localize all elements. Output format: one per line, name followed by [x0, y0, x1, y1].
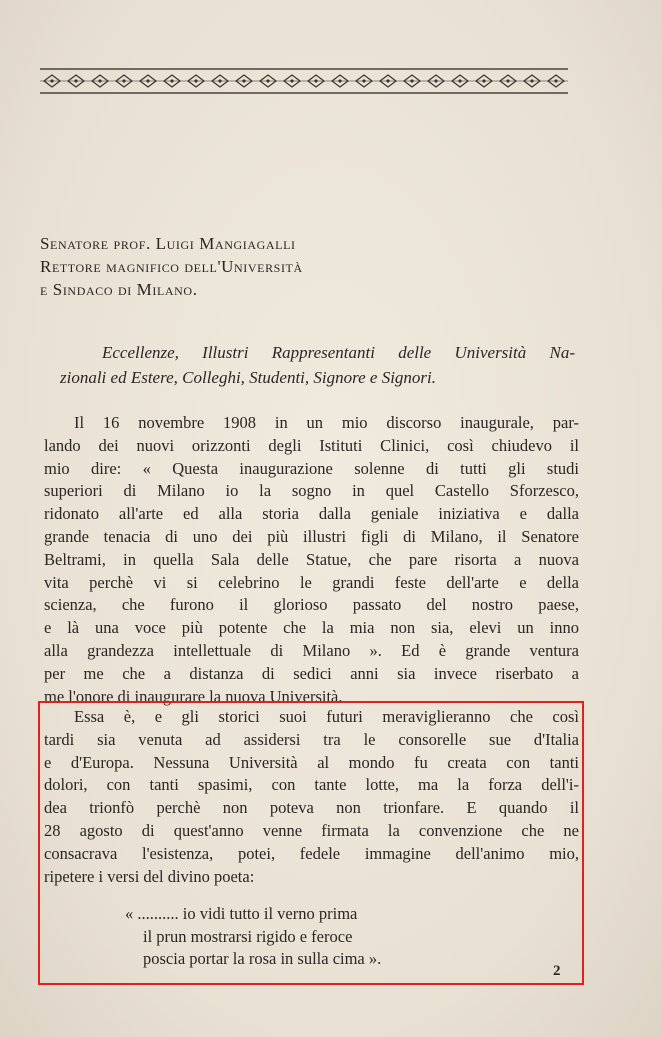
page-number: 2	[553, 963, 561, 979]
paragraph-line: scienza, che furono il glorioso passato del nostro paese,	[44, 595, 579, 615]
paragraph-line: tardi sia venuta ad assidersi tra le consorelle sue d'Italia	[44, 729, 579, 749]
ornament-dot	[314, 79, 317, 82]
ornament-dot	[146, 79, 149, 82]
heading-line: Rettore magnifico dell'Università	[40, 257, 303, 276]
salutation-line: zionali ed Estere, Colleghi, Studenti, Signore e Signori.	[60, 368, 437, 387]
ornament-dot	[458, 79, 461, 82]
paragraph-line: dea trionfò perchè non poteva non trionfare. E quando il	[44, 798, 579, 818]
verse-line: il prun mostrarsi rigido e feroce	[143, 926, 353, 946]
ornament-dot	[194, 79, 197, 82]
ornament-dot	[554, 79, 557, 82]
ornament-dot	[74, 79, 77, 82]
ornament-dot	[266, 79, 269, 82]
ornament-dot	[50, 79, 53, 82]
paragraph-line: mio dire: « Questa inaugurazione solenne di tutti gli studi	[44, 458, 579, 478]
ornament-dot	[170, 79, 173, 82]
paragraph-line: e là una voce più potente che la mia non sia, elevi un inno	[44, 618, 579, 638]
verse-quote	[125, 903, 381, 971]
ornament-dot	[386, 79, 389, 82]
heading-line: Senatore prof. Luigi Mangiagalli	[40, 234, 296, 253]
ornament-dot	[338, 79, 341, 82]
ornament-dot	[218, 79, 221, 82]
paragraph-2	[44, 706, 579, 888]
paragraph-line: e d'Europa. Nessuna Università al mondo fu creata con tanti	[44, 752, 579, 772]
paragraph-line: Il 16 novembre 1908 in un mio discorso inaugurale, par-	[74, 413, 579, 432]
verse-line: poscia portar la rosa in sulla cima ».	[143, 949, 382, 968]
verse-line: « .......... io vidi tutto il verno prima	[125, 904, 358, 923]
paragraph-line: Beltrami, in quella Sala delle Statue, che pare risorta a nuova	[44, 549, 579, 569]
paragraph-line: vita perchè vi si celebrino le grandi feste dell'arte e della	[44, 572, 579, 592]
ornament-dot	[242, 79, 245, 82]
ornament-dot	[290, 79, 293, 82]
salutation-line: Eccellenze, Illustri Rappresentanti delle Università Na-	[102, 343, 575, 362]
paragraph-line: lando dei nuovi orizzonti degli Istituti Clinici, così chiudevo il	[44, 435, 579, 455]
salutation	[40, 340, 575, 390]
ornament-dot	[482, 79, 485, 82]
paragraph-line: 28 agosto di quest'anno venne firmata la convenzione che ne	[44, 820, 579, 840]
ornament-dot	[122, 79, 125, 82]
ornament-dot	[410, 79, 413, 82]
ornament-dot	[434, 79, 437, 82]
ornament-dot	[362, 79, 365, 82]
paragraph-line: me l'onore di inaugurare la nuova Università.	[44, 686, 343, 706]
paragraph-line: ridonato all'arte ed alla storia dalla geniale iniziativa e dalla	[44, 504, 579, 524]
paragraph-1	[44, 412, 579, 708]
ornament-dot	[506, 79, 509, 82]
paragraph-line: Essa è, e gli storici suoi futuri meraviglieranno che così	[74, 707, 579, 726]
paragraph-line: superiori di Milano io la sogno in quel Castello Sforzesco,	[44, 481, 579, 501]
ornamental-rule	[40, 66, 568, 96]
heading-line: e Sindaco di Milano.	[40, 280, 198, 299]
paragraph-line: consacrava l'esistenza, potei, fedele immagine dell'animo mio,	[44, 843, 579, 863]
paragraph-line: grande tenacia di uno dei più illustri figli di Milano, il Senatore	[44, 526, 579, 546]
ornament-dot	[530, 79, 533, 82]
ornament-dot	[98, 79, 101, 82]
paragraph-line: dolori, con tanti spasimi, con tante lotte, ma la forza dell'i-	[44, 775, 579, 795]
paragraph-line: alla grandezza intellettuale di Milano ». Ed è grande ventura	[44, 640, 579, 660]
speaker-heading	[40, 232, 303, 301]
paragraph-line: per me che a distanza di sedici anni sia invece riserbato a	[44, 663, 579, 683]
paragraph-line: ripetere i versi del divino poeta:	[44, 866, 255, 886]
